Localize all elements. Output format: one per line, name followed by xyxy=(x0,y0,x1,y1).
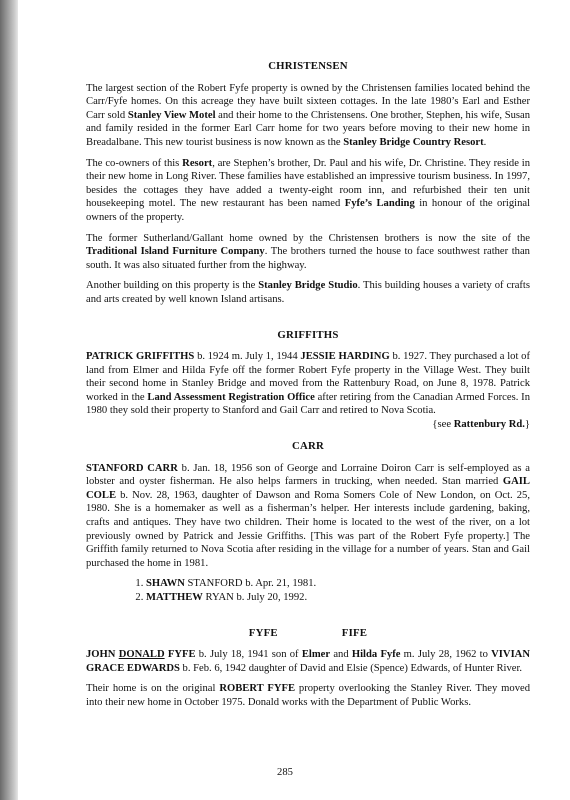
bold-text: Traditional Island Furniture Company xyxy=(86,246,265,258)
text: Their home is on the original xyxy=(86,683,220,695)
text: b. Jan. 18, 1956 son of George and Lorraine Doiron Carr is self-employed as a lobster and oyster fisherman. He also helps farmers in trucking, when needed. Stan married xyxy=(86,462,530,488)
paragraph xyxy=(86,279,530,306)
text: b. Nov. 28, 1963, daughter of Dawson and Roma Somers Cole of New London, on Oct. 25, 1980. She is a homemaker as well as a fisherman’s helper. Her interests include gardening, baking, crafts and antiques. They have two children. Their home is located to the west of the river, on a lot previously owned by Patrick and Jessie Griffiths. [This was part of the Robert Fyfe property.] The Griffith family returned to Nova Scotia after residing in the village for a number of years. Stan and Gail purchased the home in 1981. xyxy=(86,489,530,569)
text: . This building houses a variety of crafts and arts created by well known Island artisans. xyxy=(86,280,530,305)
page-number: 285 xyxy=(277,767,293,778)
children-list xyxy=(86,577,530,604)
heading-fyfe-left: FYFE xyxy=(248,626,278,639)
page-body xyxy=(86,60,530,732)
paragraph xyxy=(86,82,530,150)
paragraph xyxy=(86,232,530,273)
list-item xyxy=(146,591,530,605)
text: } xyxy=(524,419,530,431)
text: {see xyxy=(432,419,454,431)
text: Another building on this property is the xyxy=(86,280,259,292)
cross-reference xyxy=(432,418,530,432)
heading-fyfe-right: FIFE xyxy=(341,626,368,639)
text: . The brothers turned the house to face southwest rather than south. It was also situated further from the highway. xyxy=(86,246,530,271)
paragraph xyxy=(86,350,530,431)
bold-text: SHAWN xyxy=(146,578,185,590)
bold-text: STANFORD CARR xyxy=(86,462,178,474)
bold-text: JESSIE HARDING xyxy=(300,351,390,363)
bold-text: Stanley View Motel xyxy=(127,109,216,121)
text: b. Feb. 6, 1942 daughter of David and Elsie (Spence) Edwards, of Hunter River. xyxy=(179,662,523,674)
paragraph xyxy=(86,682,530,709)
paragraph xyxy=(86,462,530,571)
section-christensen xyxy=(86,60,530,307)
text: property overlooking the Stanley River. They moved into their new home in October 1975. Donald works with the Department of Public Works. xyxy=(86,683,530,708)
text: b. 1927. They purchased a lot of land from Elmer and Hilda Fyfe off the former Robert Fyfe property in the Village West. They built their second home in Stanley Bridge and moved from the Rattenbury Road, on June 8, 1978. Patrick worked in the xyxy=(86,351,530,403)
bold-text: MATTHEW xyxy=(146,592,203,603)
bold-text: Stanley Bridge Country Resort xyxy=(343,136,484,148)
bold-text: Stanley Bridge Studio xyxy=(258,280,358,292)
text: , are Stephen’s brother, Dr. Paul and his wife, Dr. Christine. They reside in their new home in Long River. These families have established an impressive tourism business. In 1997, besides the cottages they have added a twenty-eight room inn, and refurbished their ten unit housekeeping motel. The new restaurant has been named xyxy=(86,157,530,210)
text: The co-owners of this xyxy=(86,157,183,169)
heading-fyfe xyxy=(86,627,530,641)
paragraph xyxy=(86,157,530,225)
bold-text: Rattenbury Rd. xyxy=(453,419,525,431)
heading-griffiths: GRIFFITHS xyxy=(277,328,339,341)
bold-text: ROBERT FYFE xyxy=(219,683,296,695)
heading-christensen: CHRISTENSEN xyxy=(268,60,348,72)
bold-text: Elmer xyxy=(301,649,331,661)
text: in honour of the original owners of the property. xyxy=(86,198,531,223)
text: STANFORD b. Apr. 21, 1981. xyxy=(184,578,317,590)
bold-text: Fyfe’s Landing xyxy=(344,198,415,210)
text: The former Sutherland/Gallant home owned by the Christensen brothers is now the site of the xyxy=(86,232,530,244)
heading-carr: CARR xyxy=(292,440,324,453)
text: and xyxy=(330,649,352,661)
section-carr xyxy=(86,440,530,605)
section-griffiths xyxy=(86,328,530,431)
bold-text: FYFE xyxy=(164,649,196,661)
bold-text: Resort xyxy=(182,157,213,169)
paragraph xyxy=(86,648,530,675)
section-fyfe xyxy=(86,627,530,710)
bold-text: GAIL COLE xyxy=(86,476,530,501)
bold-text: Hilda Fyfe xyxy=(351,649,401,661)
book-binding-shadow xyxy=(0,0,18,800)
text: RYAN b. July 20, 1992. xyxy=(202,592,308,603)
text: b. July 18, 1941 son of xyxy=(195,649,302,661)
bold-underlined-text: DONALD xyxy=(118,649,165,661)
text: b. 1924 m. July 1, 1944 xyxy=(194,351,301,363)
text: after retiring from the Canadian Armed Forces. In 1980 they sold their property to Stanford and Gail Carr and retired to Nova Scotia. xyxy=(86,391,530,417)
bold-text: PATRICK GRIFFITHS xyxy=(86,351,195,363)
text: . xyxy=(483,136,487,148)
text: The largest section of the Robert Fyfe property is owned by the Christensen families located behind the Carr/Fyfe homes. On this acreage they have built sixteen cottages. In the late 1980’s Earl and Esther Carr sold xyxy=(86,82,530,121)
bold-text: VIVIAN GRACE EDWARDS xyxy=(86,649,530,674)
list-item xyxy=(146,577,530,591)
bold-text: JOHN xyxy=(86,649,119,661)
text: m. July 28, 1962 to xyxy=(400,649,492,661)
text: and their home to the Christensens. One brother, Stephen, his wife, Susan and family resided in the former Earl Carr home for two years before moving to their new home in Breadalbane. This new tourist business is now known as the xyxy=(86,109,531,148)
bold-text: Land Assessment Registration Office xyxy=(147,391,315,403)
